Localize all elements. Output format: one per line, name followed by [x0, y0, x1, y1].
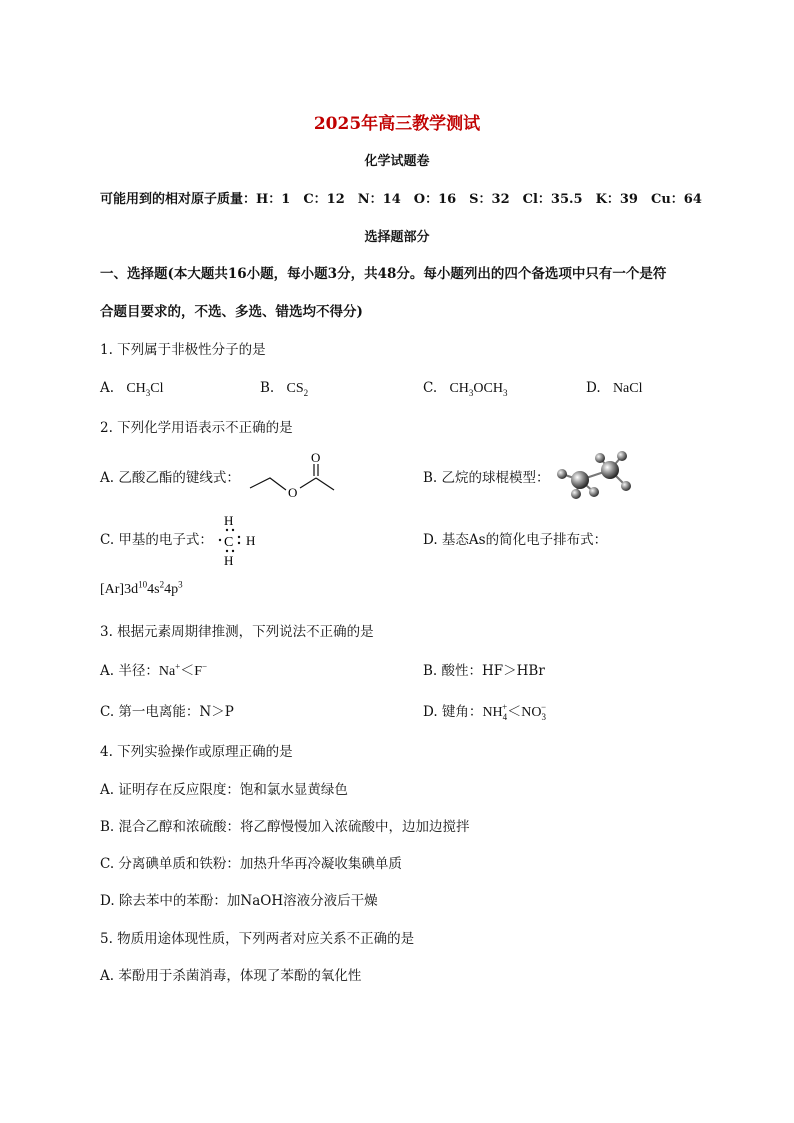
config-sup-3d: 10 — [138, 579, 148, 590]
q1-option-a — [100, 378, 164, 399]
methyl-h-bottom: H — [224, 553, 234, 568]
q1-c-label: C. — [423, 380, 438, 396]
q1-a-formula: $CH_3Cl$ — [126, 381, 164, 398]
q2-option-a: A. 乙酸乙酯的键线式： — [100, 470, 240, 486]
q4-stem: 4. 下列实验操作或原理正确的是 — [100, 744, 293, 760]
config-4s: 4s — [147, 582, 160, 597]
q4-option-a: A. 证明存在反应限度：饱和氯水显黄绿色 — [100, 782, 348, 798]
q3-option-c: C. 第一电离能：N＞P — [100, 704, 234, 720]
q3-option-a — [100, 661, 207, 682]
q3-a-label: A. 半径： — [100, 663, 159, 679]
ethyl-acetate-skeletal-formula — [246, 450, 346, 506]
q1-d-label: D. — [586, 380, 601, 396]
q4-option-c: C. 分离碘单质和铁粉：加热升华再冷凝收集碘单质 — [100, 856, 402, 872]
ester-oxygen-label: O — [288, 485, 298, 500]
q5-stem: 5. 物质用途体现性质，下列两者对应关系不正确的是 — [100, 931, 415, 947]
config-sup-4p: 3 — [178, 579, 183, 590]
q2-d-electron-config — [100, 580, 183, 600]
methyl-h-top: H — [224, 513, 234, 528]
section-title: 选择题部分 — [364, 230, 430, 245]
q3-a-formula: Na+＜F− — [158, 661, 208, 679]
methyl-electron-dot-formula — [212, 512, 264, 568]
q1-c-formula: $CH_3OCH_3$ — [449, 381, 508, 398]
config-4p: 4p — [164, 582, 179, 597]
q2-option-c: C. 甲基的电子式： — [100, 532, 213, 548]
q1-b-label: B. — [260, 380, 275, 396]
q1-option-d — [586, 378, 643, 399]
instructions-line-1: 一、选择题(本大题共16小题，每小题3分，共48分。每小题列出的四个备选项中只有一个是符 — [100, 266, 667, 282]
q1-a-label: A. — [100, 380, 115, 396]
q3-stem: 3. 根据元素周期律推测，下列说法不正确的是 — [100, 624, 374, 640]
methyl-h-right: H — [246, 533, 256, 548]
q3-option-b: B. 酸性：HF＞HBr — [423, 663, 545, 679]
q1-option-b — [260, 378, 308, 399]
q3-option-d — [423, 702, 546, 723]
page-title: 2025年高三教学测试 — [313, 114, 481, 134]
carbonyl-oxygen-label: O — [311, 450, 321, 465]
q5-option-a: A. 苯酚用于杀菌消毒，体现了苯酚的氧化性 — [100, 968, 362, 984]
q3-d-formula: $NH_4^+<NO_3^-$ — [482, 702, 547, 722]
q3-d-label: D. 键角： — [423, 704, 483, 720]
q2-option-b: B. 乙烷的球棍模型： — [423, 470, 550, 486]
q1-d-formula: NaCl — [612, 381, 643, 396]
exam-subtitle: 化学试题卷 — [364, 154, 430, 169]
q4-option-d: D. 除去苯中的苯酚：加NaOH溶液分液后干燥 — [100, 893, 378, 909]
config-sup-4s: 2 — [159, 579, 165, 590]
methyl-c-center: C — [224, 535, 234, 550]
q4-option-b: B. 混合乙醇和浓硫酸：将乙醇慢慢加入浓硫酸中，边加边搅拌 — [100, 819, 470, 835]
atomic-masses-line: 可能用到的相对原子质量：H：1 C：12 N：14 O：16 S：32 Cl：35.5 K：39 Cu：64 — [100, 192, 702, 207]
ethane-ball-and-stick-model — [552, 448, 638, 504]
q1-b-formula: $CS_2$ — [286, 381, 309, 398]
instructions-line-2: 合题目要求的，不选、多选、错选均不得分) — [100, 304, 363, 320]
q1-option-c — [423, 378, 507, 399]
q2-option-d: D. 基态As的简化电子排布式： — [423, 532, 608, 548]
config-core: [Ar]3d — [100, 582, 139, 597]
q2-stem: 2. 下列化学用语表示不正确的是 — [100, 420, 293, 436]
q1-stem: 1. 下列属于非极性分子的是 — [100, 342, 266, 358]
